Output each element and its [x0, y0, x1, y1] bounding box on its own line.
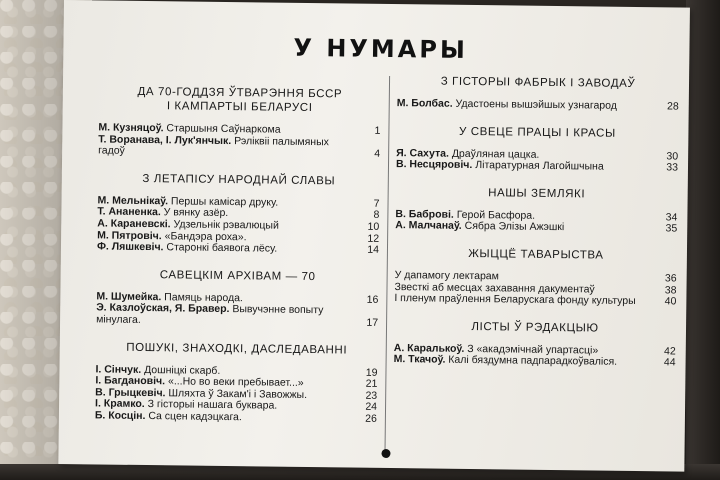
section-heading-line: НАШЫ ЗЕМЛЯКІ	[488, 186, 586, 201]
section-heading	[396, 185, 678, 202]
entry-title: Сябра Элізы Ажэшкі	[464, 220, 565, 234]
entry-list	[395, 209, 677, 236]
entry-list	[98, 122, 380, 160]
section-heading	[99, 84, 381, 115]
entry-list	[396, 148, 678, 175]
entry-page-number: 17	[366, 316, 379, 329]
entry-author: М. Шумейка.	[96, 290, 162, 303]
entry-title: Герой Басфора.	[456, 208, 536, 222]
entry-title: Першы камісар дpуку.	[170, 195, 279, 209]
entry-title: Літаратурная Лагойшчына	[475, 159, 604, 173]
section-heading	[98, 171, 380, 188]
entry-title: Калі бяздумна падпарадкоўваліся.	[448, 354, 618, 369]
entry-author: М. Болбас.	[396, 97, 453, 110]
entry-author: Т. Ананенка.	[97, 205, 161, 219]
entry-author: А. Малчанаў.	[395, 219, 462, 233]
entry-page-number: 30	[666, 149, 679, 163]
entry-author: М. Пятровіч.	[97, 228, 162, 242]
entry-page-number: 42	[663, 345, 676, 358]
entry-author: В. Несцяровіч.	[395, 158, 473, 172]
entry-page-number: 35	[665, 222, 678, 235]
section-heading	[397, 74, 679, 91]
section-heading	[395, 246, 677, 263]
entry-title: Шляхта ў Закам'і і Завожжы.	[168, 387, 308, 401]
entry-author: Б. Косцін.	[94, 409, 146, 422]
entry-title: Драўляная цацка.	[451, 147, 540, 161]
entry-page-number: 16	[366, 293, 379, 306]
entry-author: І. Крамко.	[94, 397, 145, 411]
section-heading	[97, 267, 379, 284]
contents-entry	[395, 220, 677, 235]
section-heading-line: ЛІСТЫ Ў РЭДАКЦЫЮ	[471, 320, 599, 335]
entry-author: Ф. Ляшкевіч.	[96, 240, 164, 254]
entry-title: Старшыня Саўнаркома	[166, 122, 281, 136]
contents-entry	[394, 354, 676, 369]
entry-title: Са сцен кадэцкага.	[148, 409, 242, 424]
entry-author: М. Кузняцоў.	[98, 121, 164, 135]
entry-list	[394, 343, 676, 370]
entry-author: В. Грыцкевіч.	[95, 386, 166, 399]
entry-page-number: 4	[374, 147, 381, 161]
section-heading	[396, 124, 678, 141]
entry-page-number: 7	[373, 197, 380, 210]
entry-page-number: 34	[665, 211, 678, 224]
entry-page-number: 26	[365, 412, 377, 425]
entry-page-number: 10	[367, 220, 380, 233]
entry-title: Вывучэнне вопыту мінулага.	[96, 303, 324, 326]
contents-entry	[396, 159, 678, 174]
entry-page-number: 21	[365, 377, 378, 390]
entry-title: Удастоены вышэйшых узнагарод	[455, 97, 617, 112]
contents-entry	[397, 98, 679, 113]
entry-page-number: 38	[664, 283, 677, 297]
section-heading	[394, 319, 676, 336]
entry-title: «...Но во веки пребывает...»	[167, 375, 304, 390]
entry-author: Э. Казлоўская, Я. Бравер.	[96, 301, 230, 316]
entry-title: У вянку азёр.	[163, 206, 229, 220]
contents-entry	[95, 410, 377, 425]
right-column	[393, 74, 679, 383]
dark-background-right	[686, 0, 720, 480]
section-heading-line: І КАМПАРТЫІ БЕЛАРУСІ	[166, 100, 313, 115]
entry-page-number: 44	[663, 356, 676, 369]
entry-page-number: 24	[365, 401, 378, 414]
column-divider	[384, 76, 390, 454]
section-heading-line: САВЕЦКІМ АРХІВАМ — 70	[159, 268, 316, 283]
entry-list	[96, 291, 378, 329]
entry-title: Удзельнік рэвалюцый	[173, 218, 279, 232]
entry-author: М. Ткачоў.	[393, 353, 446, 367]
contents-page	[58, 0, 690, 472]
entry-title: У дапамогу лектарам	[394, 269, 499, 283]
entry-title: Старонкі баявога лёсу.	[166, 241, 278, 255]
entry-page-number: 8	[373, 209, 380, 222]
entry-title: З «акадэмічнай упартасці»	[467, 342, 599, 357]
entry-page-number: 19	[365, 366, 378, 379]
bullet-mark	[381, 449, 390, 458]
contents-entry	[394, 293, 676, 308]
entry-title: З гісторыі нашага буквара.	[147, 398, 278, 412]
entry-title: I пленум праўлення Беларускага фонду культуры	[394, 292, 636, 308]
entry-page-number: 1	[374, 124, 381, 137]
page-title: У НУМАРЫ	[293, 33, 468, 64]
entry-title: Дошніцкі скарб.	[144, 363, 221, 377]
entry-author: І. Сінчук.	[95, 362, 142, 376]
contents-entry	[97, 242, 379, 257]
left-column	[95, 84, 381, 439]
entry-list	[95, 364, 378, 425]
section-heading-line: У СВЕЦЕ ПРАЦЫ І КРАСЫ	[458, 125, 616, 140]
section-heading-line: ДА 70-ГОДДЗЯ ЎТВАРЭННЯ БССР	[137, 85, 343, 101]
contents-entry	[96, 303, 378, 330]
contents-entry	[98, 134, 380, 161]
entry-list	[97, 195, 380, 256]
entry-page-number: 23	[365, 389, 378, 402]
entry-list	[394, 270, 676, 308]
entry-title: Памяць народа.	[164, 290, 243, 304]
entry-author: Т. Воранава, І. Лук'янчык.	[98, 133, 232, 147]
entry-author: І. Багдановіч.	[95, 374, 166, 388]
entry-page-number: 33	[666, 161, 679, 174]
entry-author: А. Караневскі.	[97, 217, 171, 231]
entry-author: А. Каралькоў.	[393, 341, 465, 355]
entry-title: Рэліквіі палымяных гадоў	[98, 134, 330, 157]
section-heading-line: З ЛЕТАПІСУ НАРОДНАЙ СЛАВЫ	[142, 172, 336, 188]
section-heading-line: ЖЫЦЦЁ ТАВАРЫСТВА	[468, 247, 604, 262]
entry-page-number: 40	[664, 295, 677, 308]
entry-list	[397, 98, 679, 113]
entry-author: М. Мельнікаў.	[97, 194, 169, 208]
entry-page-number: 12	[367, 232, 380, 245]
entry-page-number: 28	[666, 100, 679, 113]
section-heading	[96, 340, 378, 357]
entry-author: Я. Сахута.	[396, 146, 450, 160]
section-heading-line: З ГІСТОРЫІ ФАБРЫК І ЗАВОДАЎ	[440, 75, 636, 90]
entry-page-number: 36	[664, 272, 677, 285]
entry-author: В. Баброві.	[395, 207, 454, 221]
entry-page-number: 14	[367, 243, 380, 257]
entry-title: «Бандэра роха».	[164, 229, 247, 243]
entry-title: Звесткі аб месцах захавання дакументаў	[394, 280, 595, 296]
section-heading-line: ПОШУКІ, ЗНАХОДКІ, ДАСЛЕДАВАННІ	[126, 341, 348, 357]
